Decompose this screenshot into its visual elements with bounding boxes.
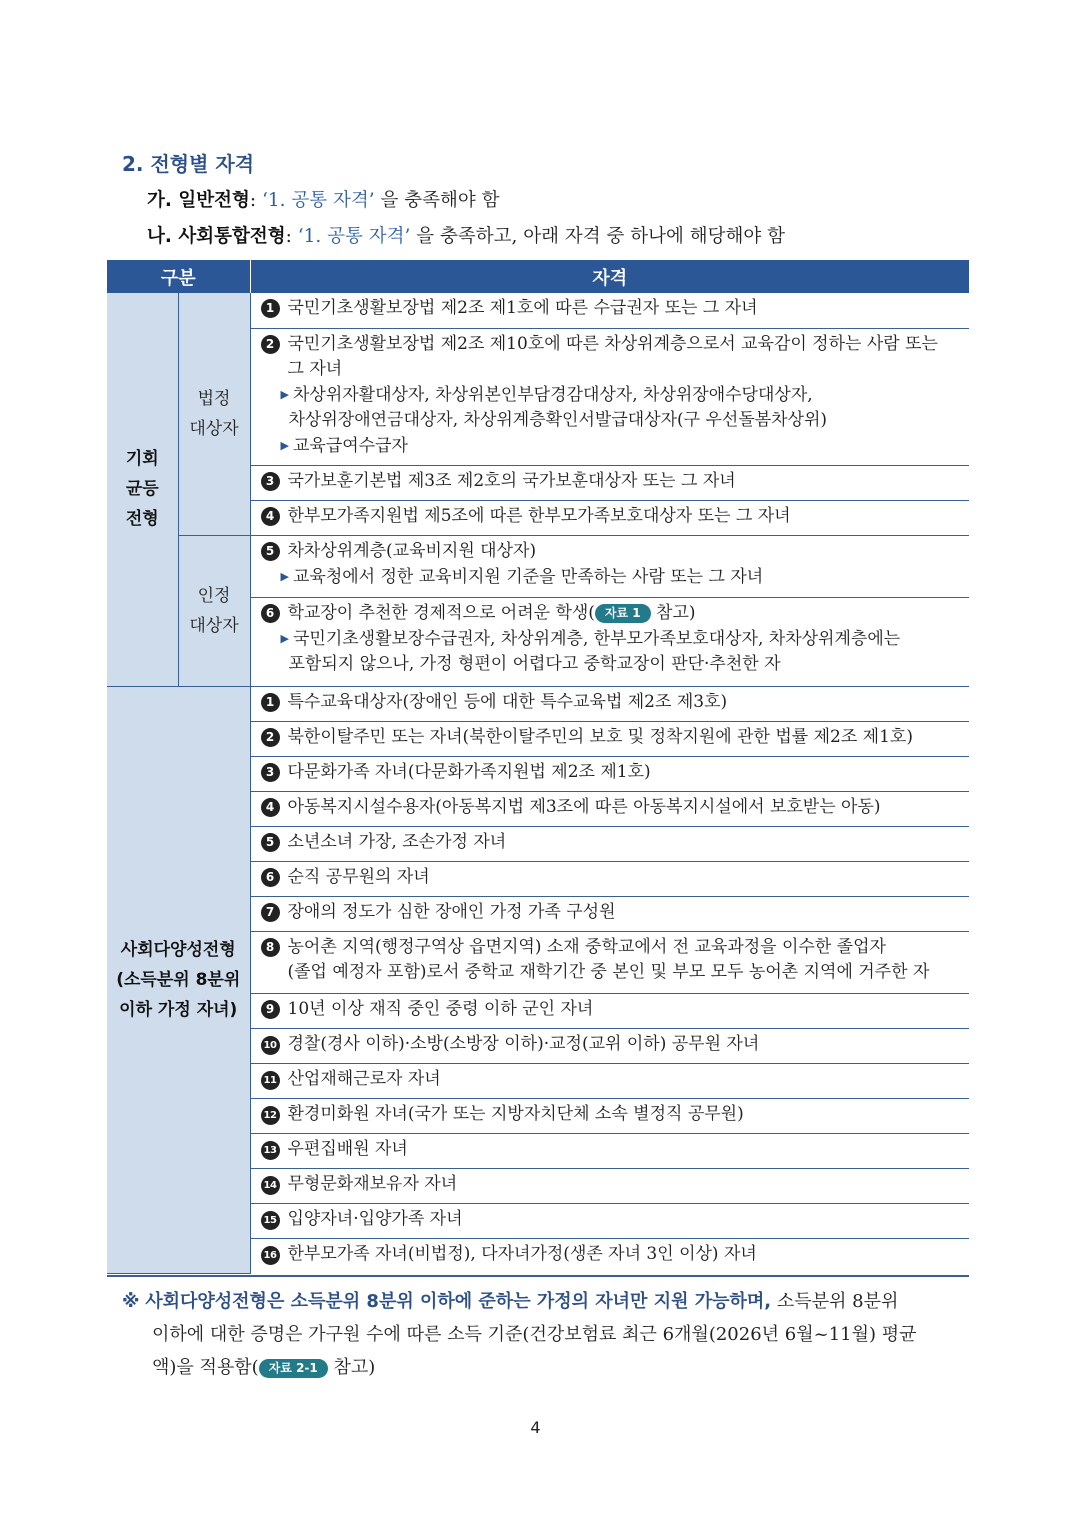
table-row: 13 우편집배원 자녀 (250, 1133, 969, 1168)
table-row: 6 순직 공무원의 자녀 (250, 861, 969, 896)
number-badge: 3 (261, 472, 280, 491)
table-row: 1 특수교육대상자(장애인 등에 대한 특수교육법 제2조 제3호) (250, 686, 969, 721)
table-row: 2 북한이탈주민 또는 자녀(북한이탈주민의 보호 및 정착지원에 관한 법률 제2조 제1호) (250, 721, 969, 756)
reference-badge: 자료 1 (595, 604, 651, 623)
table-row: 2 국민기초생활보장법 제2조 제10호에 따른 차상위계층으로서 교육감이 정하는 사람 또는 그 자녀 ▶ 차상위자활대상자, 차상위본인부담경감대상자, 차상위장애수당대상자, 차상위장애연금대상자, 차상위계층확인서발급대상자(구 우선돌봄차상위) ▶ 교육급여수급자 (250, 328, 969, 465)
table-bottom-rule (107, 1275, 969, 1277)
table-row: 15 입양자녀·입양가족 자녀 (250, 1203, 969, 1238)
reference-badge: 자료 2-1 (259, 1359, 328, 1378)
table-row: 4 아동복지시설수용자(아동복지법 제3조에 따른 아동복지시설에서 보호받는 아동) (250, 791, 969, 826)
number-badge: 4 (261, 507, 280, 526)
number-badge: 4 (261, 798, 280, 817)
number-badge: 11 (261, 1071, 280, 1090)
bullet-triangle-icon: ▶ (280, 631, 289, 645)
table-row: 14 무형문화재보유자 자녀 (250, 1168, 969, 1203)
number-badge: 2 (261, 335, 280, 354)
table-row: 8 농어촌 지역(행정구역상 읍면지역) 소재 중학교에서 전 교육과정을 이수한 졸업자 (졸업 예정자 포함)로서 중학교 재학기간 중 본인 및 부모 모두 농어촌 지역에 거주한 자 (250, 931, 969, 993)
footnote-strong: 사회다양성전형은 소득분위 8분위 이하에 준하는 가정의 자녀만 지원 가능하며, (145, 1291, 772, 1312)
number-badge: 16 (261, 1246, 280, 1265)
group-social-diversity: 사회다양성전형 (소득분위 8분위 이하 가정 자녀) (107, 686, 250, 1273)
table-row: 10 경찰(경사 이하)·소방(소방장 이하)·교정(교위 이하) 공무원 자녀 (250, 1028, 969, 1063)
number-badge: 1 (261, 299, 280, 318)
table-row: 7 장애의 정도가 심한 장애인 가정 가족 구성원 (250, 896, 969, 931)
social-track-quote: ‘1. 공통 자격’ (297, 226, 411, 247)
social-track-line: 나. 사회통합전형: ‘1. 공통 자격’ 을 충족하고, 아래 자격 중 하나에 해당해야 함 (147, 226, 785, 247)
number-badge: 7 (261, 903, 280, 922)
general-track-label: 가. 일반전형 (147, 190, 250, 211)
table-row: 5 소년소녀 가장, 조손가정 자녀 (250, 826, 969, 861)
bullet-triangle-icon: ▶ (280, 569, 289, 583)
subgroup-legal: 법정 대상자 (178, 293, 250, 535)
table-row: 9 10년 이상 재직 중인 중령 이하 군인 자녀 (250, 993, 969, 1028)
table-row: 6 학교장이 추천한 경제적으로 어려운 학생( 자료 1 참고) ▶ 국민기초생활보장수급권자, 차상위계층, 한부모가족보호대상자, 차차상위계층에는 포함되지 않으나, 가정 형편이 어렵다고 중학교장이 판단·추천한 자 (250, 597, 969, 686)
table-row: 12 환경미화원 자녀(국가 또는 지방자치단체 소속 별정직 공무원) (250, 1098, 969, 1133)
number-badge: 6 (261, 604, 280, 623)
page-number: 4 (530, 1418, 541, 1437)
number-badge: 15 (261, 1211, 280, 1230)
number-badge: 5 (261, 542, 280, 561)
header-qualification: 자격 (250, 260, 969, 293)
table-row: 11 산업재해근로자 자녀 (250, 1063, 969, 1098)
table-row: 4 한부모가족지원법 제5조에 따른 한부모가족보호대상자 또는 그 자녀 (250, 500, 969, 535)
number-badge: 2 (261, 728, 280, 747)
subgroup-recognized: 인정 대상자 (178, 535, 250, 686)
footnote: ※ 사회다양성전형은 소득분위 8분위 이하에 준하는 가정의 자녀만 지원 가능하며, 소득분위 8분위 이하에 대한 증명은 가구원 수에 따른 소득 기준(건강보험료 최근 6개월(2026년 6월~11월) 평균 액)을 적용함( 자료 2-1 참고) (122, 1291, 917, 1378)
number-badge: 1 (261, 693, 280, 712)
general-track-text: 을 충족해야 함 (380, 190, 500, 211)
table-row: 5 차차상위계층(교육비지원 대상자) ▶ 교육청에서 정한 교육비지원 기준을 만족하는 사람 또는 그 자녀 (250, 535, 969, 597)
social-track-label: 나. 사회통합전형 (147, 226, 286, 247)
number-badge: 3 (261, 763, 280, 782)
number-badge: 12 (261, 1106, 280, 1125)
number-badge: 9 (261, 1000, 280, 1019)
section-title: 2. 전형별 자격 (122, 152, 255, 176)
table-row: 3 국가보훈기본법 제3조 제2호의 국가보훈대상자 또는 그 자녀 (250, 465, 969, 500)
bullet-triangle-icon: ▶ (280, 387, 289, 401)
number-badge: 8 (261, 938, 280, 957)
number-badge: 10 (261, 1036, 280, 1055)
header-category: 구분 (107, 260, 250, 293)
table-row: 16 한부모가족 자녀(비법정), 다자녀가정(생존 자녀 3인 이상) 자녀 (250, 1238, 969, 1273)
number-badge: 13 (261, 1141, 280, 1160)
number-badge: 14 (261, 1176, 280, 1195)
number-badge: 5 (261, 833, 280, 852)
table-row: 1 국민기초생활보장법 제2조 제1호에 따른 수급권자 또는 그 자녀 (250, 293, 969, 328)
bullet-triangle-icon: ▶ (280, 438, 289, 452)
footnote-mark: ※ (122, 1291, 140, 1312)
group-equal-opportunity: 기회 균등 전형 (107, 293, 178, 686)
number-badge: 6 (261, 868, 280, 887)
table-row: 3 다문화가족 자녀(다문화가족지원법 제2조 제1호) (250, 756, 969, 791)
qualification-table (107, 260, 969, 1274)
general-track-line: 가. 일반전형: ‘1. 공통 자격’ 을 충족해야 함 (147, 190, 500, 211)
social-track-text: 을 충족하고, 아래 자격 중 하나에 해당해야 함 (416, 226, 785, 247)
general-track-quote: ‘1. 공통 자격’ (261, 190, 375, 211)
